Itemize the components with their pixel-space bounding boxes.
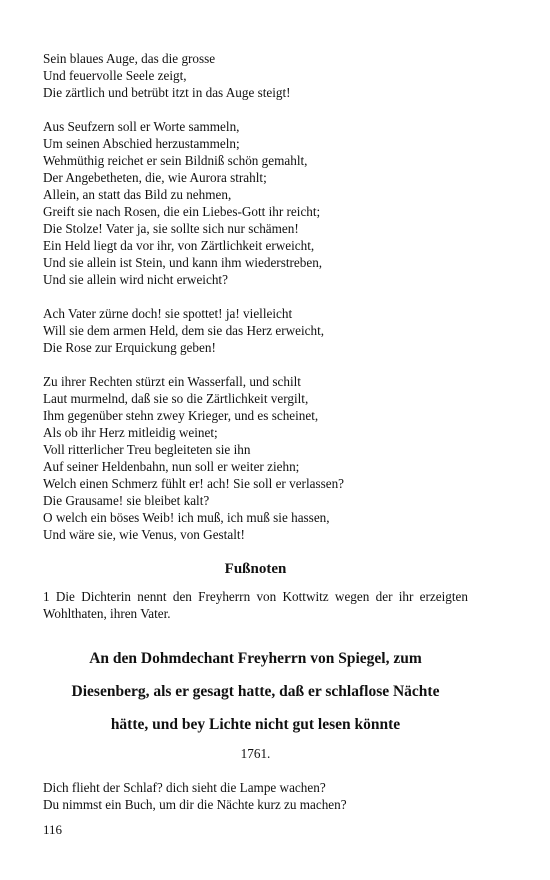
verse-line: Ach Vater zürne doch! sie spottet! ja! vielleicht [43,306,293,321]
verse-line: Zu ihrer Rechten stürzt ein Wasserfall, und schilt [43,374,301,389]
verse-line: Du nimmst ein Buch, um dir die Nächte kurz zu machen? [43,797,347,812]
verse-line: Die Stolze! Vater ja, sie sollte sich nur schämen! [43,221,299,236]
verse-line: Allein, an statt das Bild zu nehmen, [43,187,232,202]
verse-line: Und sie allein ist Stein, und kann ihm wiederstreben, [43,255,323,270]
footnote-text: 1 Die Dichterin nennt den Freyherrn von Kottwitz wegen der ihr erzeigten Wohlthaten, ihren Vater. [43,589,468,621]
poem-title [43,642,468,741]
stanza [43,373,468,543]
verse-line: Und wäre sie, wie Venus, von Gestalt! [43,527,245,542]
verse-line: O welch ein böses Weib! ich muß, ich muß sie hassen, [43,510,330,525]
stanza [43,305,468,356]
verse-line: Die Grausame! sie bleibet kalt? [43,493,210,508]
poem-title-line: Diesenberg, als er gesagt hatte, daß er schlaflose Nächte [71,683,440,700]
verse-line: Ein Held liegt da vor ihr, von Zärtlichkeit erweicht, [43,238,315,253]
poem-body [43,779,468,813]
verse-line: Aus Seufzern soll er Worte sammeln, [43,119,240,134]
verse-line: Auf seiner Heldenbahn, nun soll er weiter ziehn; [43,459,300,474]
verse-line: Sein blaues Auge, das die grosse [43,51,216,66]
page-number: 116 [43,822,63,837]
stanza [43,118,468,288]
verse-line: Die zärtlich und betrübt itzt in das Auge steigt! [43,85,291,100]
page-content [43,50,468,813]
verse-line: Um seinen Abschied herzustammeln; [43,136,240,151]
verse-line: Will sie dem armen Held, dem sie das Herz erweicht, [43,323,325,338]
poem-title-line: An den Dohmdechant Freyherrn von Spiegel, zum [89,650,422,667]
verse-line: Und sie allein wird nicht erweicht? [43,272,228,287]
verse-line: Der Angebetheten, die, wie Aurora strahlt; [43,170,267,185]
verse-line: Und feuervolle Seele zeigt, [43,68,187,83]
stanza [43,50,468,101]
poem-date: 1761. [240,746,271,761]
verse-line: Wehmüthig reichet er sein Bildniß schön gemahlt, [43,153,308,168]
verse-line: Dich flieht der Schlaf? dich sieht die Lampe wachen? [43,780,326,795]
poem-title-line: hätte, und bey Lichte nicht gut lesen könnte [110,716,401,733]
verse-line: Greift sie nach Rosen, die ein Liebes-Gott ihr reicht; [43,204,321,219]
footnotes-heading: Fußnoten [224,561,287,577]
verse-line: Als ob ihr Herz mitleidig weinet; [43,425,218,440]
poem-stanzas [43,50,468,543]
verse-line: Die Rose zur Erquickung geben! [43,340,216,355]
verse-line: Ihm gegenüber stehn zwey Krieger, und es scheinet, [43,408,319,423]
verse-line: Voll ritterlicher Treu begleiteten sie ihn [43,442,251,457]
verse-line: Welch einen Schmerz fühlt er! ach! Sie soll er verlassen? [43,476,345,491]
verse-line: Laut murmelnd, daß sie so die Zärtlichkeit vergilt, [43,391,309,406]
